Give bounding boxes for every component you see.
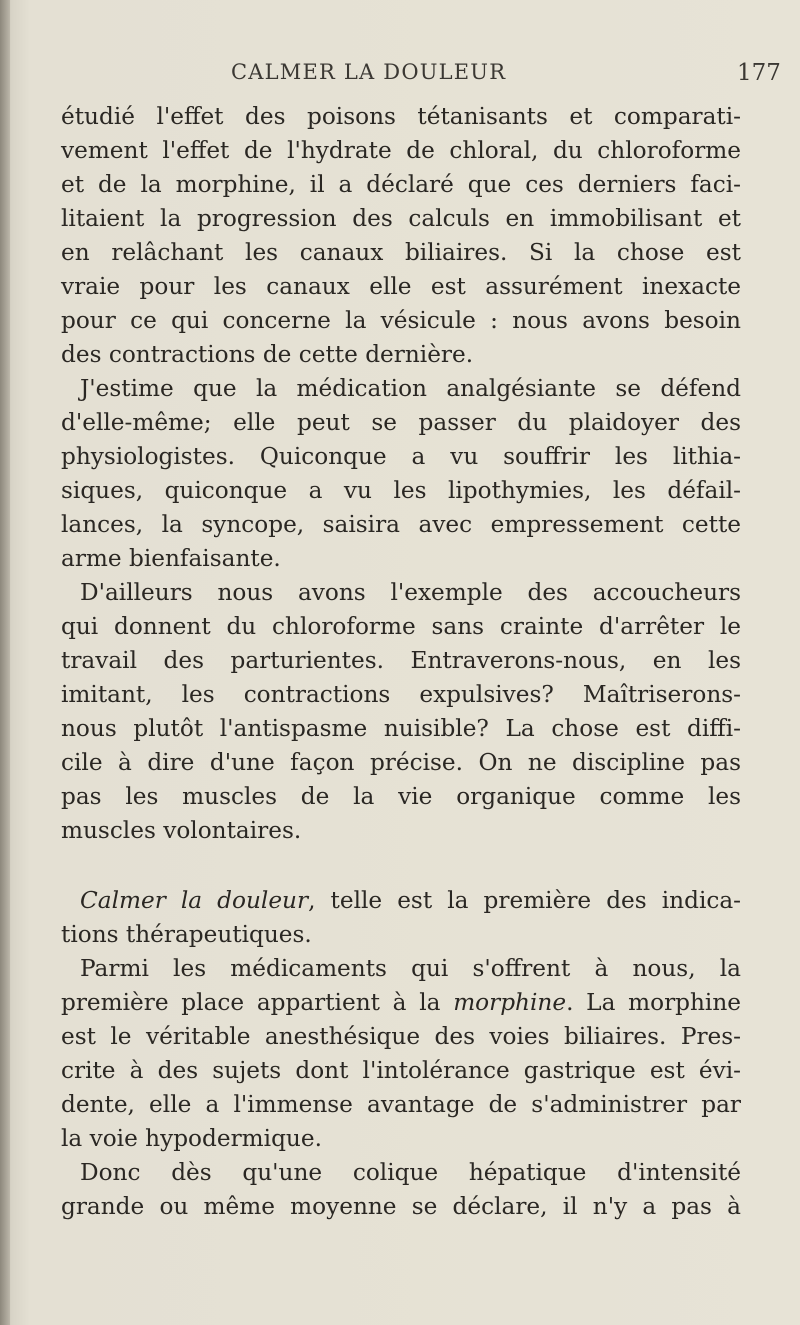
italic-word: morphine (453, 989, 567, 1016)
text-run: , telle est la première des indica- (308, 887, 742, 914)
text-line: étudié l'effet des poisons tétanisants et comparati- (61, 103, 741, 130)
text-line (80, 884, 741, 918)
text-line: des contractions de cette dernière. (61, 341, 474, 368)
text-line: et de la morphine, il a déclaré que ces derniers faci- (61, 171, 741, 198)
text-line: qui donnent du chloroforme sans crainte d'arrêter le (61, 613, 741, 640)
page-number: 177 (737, 60, 781, 86)
text-line: J'estime que la médication analgésiante se défend (80, 375, 741, 402)
text-line: Donc dès qu'une colique hépatique d'intensité (80, 1159, 741, 1186)
text-line: lances, la syncope, saisira avec empressement cette (61, 511, 741, 538)
text-line: tions thérapeutiques. (61, 921, 312, 948)
text-line: arme bienfaisante. (61, 545, 281, 572)
running-head (0, 60, 800, 94)
text-line: muscles volontaires. (61, 817, 302, 844)
text-line (61, 986, 741, 1020)
text-line: pour ce qui concerne la vésicule : nous avons besoin (61, 307, 741, 334)
running-head-title: CALMER LA DOULEUR (231, 60, 507, 84)
page-gutter-shadow (0, 0, 10, 1325)
text-line: vement l'effet de l'hydrate de chloral, du chloroforme (61, 137, 741, 164)
text-line: vraie pour les canaux elle est assurément inexacte (61, 273, 741, 300)
text-line: nous plutôt l'antispasme nuisible? La chose est diffi- (61, 715, 741, 742)
text-run: . La morphine (566, 989, 741, 1016)
text-line: d'elle-même; elle peut se passer du plaidoyer des (61, 409, 741, 436)
text-line: litaient la progression des calculs en immobilisant et (61, 205, 741, 232)
text-run: première place appartient à la (61, 989, 454, 1016)
text-line: grande ou même moyenne se déclare, il n'y a pas à (61, 1193, 741, 1220)
text-line: imitant, les contractions expulsives? Maîtriserons- (61, 681, 741, 708)
text-line: cile à dire d'une façon précise. On ne discipline pas (61, 749, 741, 776)
text-line: pas les muscles de la vie organique comme les (61, 783, 741, 810)
text-line: crite à des sujets dont l'intolérance gastrique est évi- (61, 1057, 741, 1084)
text-line: siques, quiconque a vu les lipothymies, les défail- (61, 477, 741, 504)
text-line: Parmi les médicaments qui s'offrent à nous, la (80, 955, 741, 982)
text-line: la voie hypodermique. (61, 1125, 322, 1152)
text-line: en relâchant les canaux biliaires. Si la chose est (61, 239, 741, 266)
text-line: dente, elle a l'immense avantage de s'administrer par (61, 1091, 741, 1118)
text-line: D'ailleurs nous avons l'exemple des accoucheurs (80, 579, 741, 606)
text-line: travail des parturientes. Entraverons-nous, en les (61, 647, 741, 674)
text-line: physiologistes. Quiconque a vu souffrir les lithia- (61, 443, 741, 470)
italic-phrase: Calmer la douleur (80, 887, 309, 914)
text-line: est le véritable anesthésique des voies biliaires. Pres- (61, 1023, 741, 1050)
